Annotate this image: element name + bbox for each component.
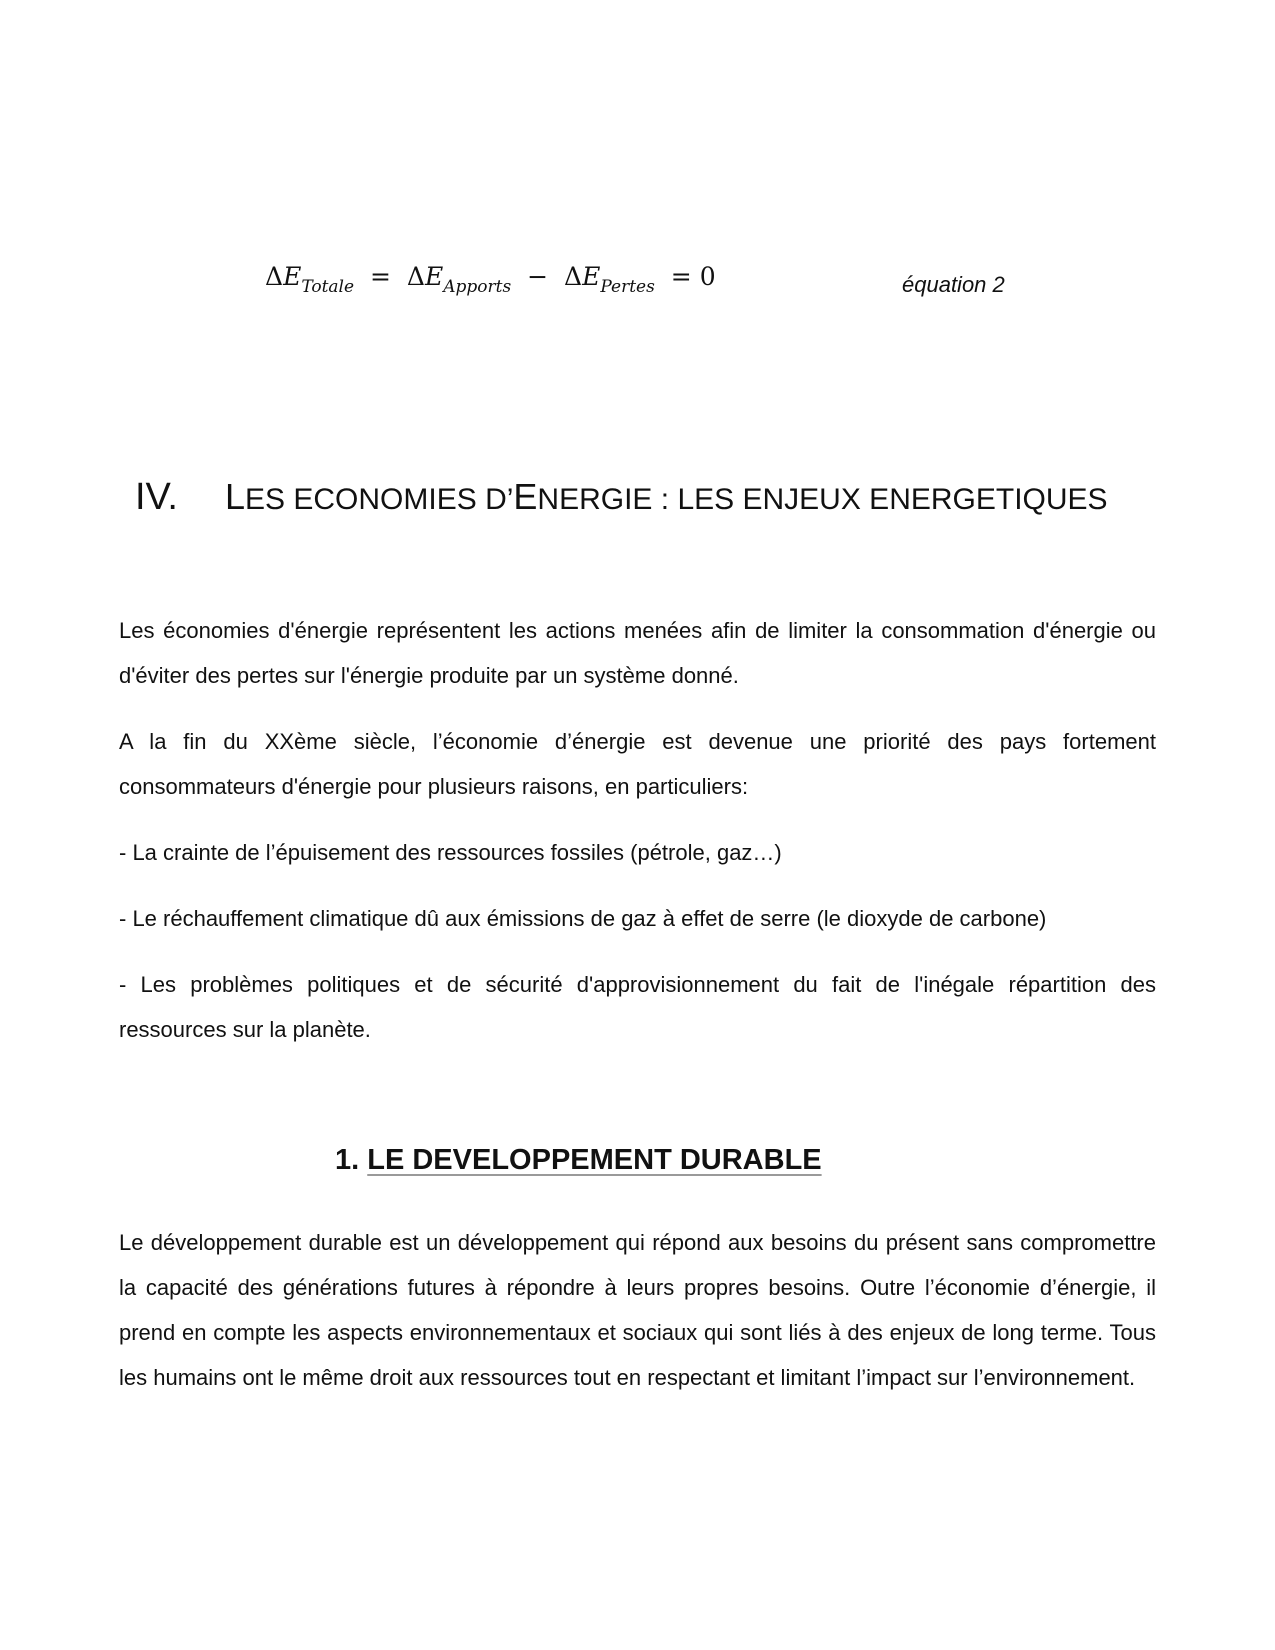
equals-operator: =	[369, 262, 391, 291]
subsection-title: LE DEVELOPPEMENT DURABLE	[367, 1144, 822, 1176]
section-title-capital: E	[513, 476, 538, 517]
delta-symbol: Δ	[265, 262, 284, 291]
bullet-item: - La crainte de l’épuisement des ressources fossiles (pétrole, gaz…)	[119, 840, 782, 865]
delta-symbol: Δ	[564, 262, 583, 291]
equation-label: équation 2	[902, 272, 1005, 297]
zero-value: 0	[699, 262, 716, 291]
energy-variable: E	[283, 262, 302, 291]
subscript-total: Totale	[301, 277, 355, 297]
subscript-apports: Apports	[443, 277, 512, 297]
section-number: IV.	[135, 476, 178, 518]
bullet-item: - Le réchauffement climatique dû aux émissions de gaz à effet de serre (le dioxyde de carbone)	[119, 906, 1047, 931]
paragraph: Le développement durable est un développement qui répond aux besoins du présent sans compromettre la capacité des générations futures à répondre à leurs propres besoins. Outre l’économie d’énergie, il prend en compte les aspects environnementaux et sociaux qui sont liés à des enjeux de long terme. Tous les humains ont le même droit aux ressources tout en respectant et limitant l’impact sur l’environnement.	[119, 1230, 1156, 1390]
section-title-part: ES ECONOMIES D’	[245, 483, 514, 516]
section-title-initial: L	[225, 476, 246, 517]
minus-operator: −	[527, 262, 549, 291]
delta-symbol: Δ	[406, 262, 425, 291]
energy-variable: E	[582, 262, 601, 291]
subscript-pertes: Pertes	[600, 277, 655, 297]
bullet-item: - Les problèmes politiques et de sécurité d'approvisionnement du fait de l'inégale répartition des ressources sur la planète.	[119, 972, 1156, 1042]
subsection-number: 1.	[335, 1144, 360, 1176]
section-heading	[135, 478, 1108, 516]
paragraph: Les économies d'énergie représentent les actions menées afin de limiter la consommation d'énergie ou d'éviter des pertes sur l'énergie produite par un système donné.	[119, 618, 1156, 688]
equals-operator: =	[670, 262, 692, 291]
paragraph: A la fin du XXème siècle, l’économie d’énergie est devenue une priorité des pays fortement consommateurs d'énergie pour plusieurs raisons, en particuliers:	[119, 729, 1156, 799]
energy-balance-equation	[265, 262, 716, 297]
section-title-part: NERGIE : LES ENJEUX ENERGETIQUES	[537, 483, 1108, 516]
energy-variable: E	[424, 262, 444, 291]
subsection-heading	[335, 1146, 828, 1175]
